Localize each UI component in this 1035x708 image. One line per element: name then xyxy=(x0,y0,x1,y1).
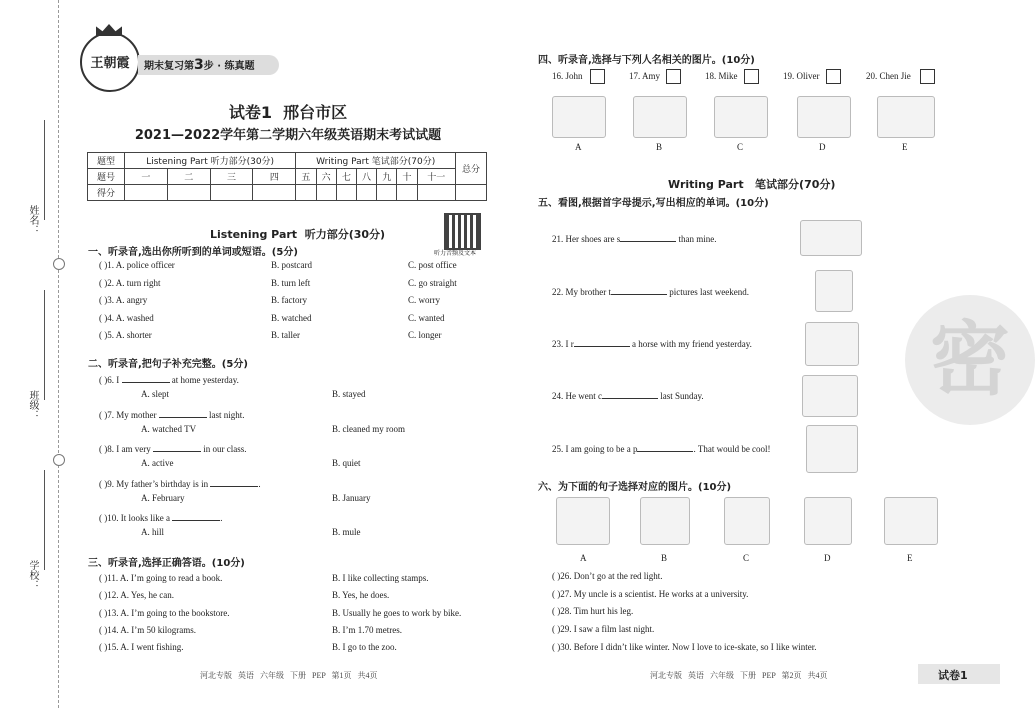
score-col: 十一 xyxy=(417,169,455,185)
option-c: C. longer xyxy=(408,330,442,340)
answer-blank[interactable] xyxy=(602,389,658,399)
picture-plane xyxy=(806,425,858,473)
option-a: A. active xyxy=(141,458,174,468)
score-table-score-row xyxy=(88,185,487,201)
score-col: 六 xyxy=(316,169,336,185)
picture-horse xyxy=(805,322,859,366)
option-a: A. watched TV xyxy=(141,423,197,434)
binding-dot xyxy=(53,258,65,270)
name-item-mike xyxy=(705,70,738,82)
question-text: ( )3. A. angry xyxy=(99,295,148,305)
question-text-end: . xyxy=(220,513,223,523)
list-item xyxy=(99,312,445,330)
exam-title: 试卷1 邢台市区 xyxy=(228,103,348,122)
name-item-chen-jie xyxy=(866,70,911,82)
list-item xyxy=(552,232,716,245)
score-table-score-label: 得分 xyxy=(88,185,125,201)
picture-letter: B xyxy=(656,142,663,152)
seal-character: 密 xyxy=(930,313,1010,406)
exam-subtitle: 2021—2022学年第二学期六年级英语期末考试试题 xyxy=(134,128,442,143)
corner-tag: 试卷1 xyxy=(938,669,968,682)
list-item xyxy=(99,641,397,658)
score-table-total: 总分 xyxy=(456,153,487,185)
question-text: 24. He went c xyxy=(552,391,602,401)
option-a: A. February xyxy=(141,492,185,503)
score-table xyxy=(87,152,487,201)
picture-a-kite xyxy=(552,96,606,138)
class-line xyxy=(44,290,45,400)
question-text: ( )5. A. shorter xyxy=(99,330,152,340)
section-4-title: 四、听录音,选择与下列人名相关的图片。(10分) xyxy=(538,55,755,66)
name-item-john xyxy=(552,70,583,82)
score-table-number-row xyxy=(88,169,487,185)
picture-letter: E xyxy=(902,142,908,152)
list-item xyxy=(99,589,390,606)
score-cell[interactable] xyxy=(210,185,253,201)
score-cell[interactable] xyxy=(316,185,336,201)
option-b: B. mule xyxy=(332,527,361,537)
option-b: B. watched xyxy=(271,312,312,323)
list-item xyxy=(99,624,402,641)
logo xyxy=(80,32,140,92)
picture-d-hurt-leg xyxy=(804,497,852,545)
answer-box[interactable] xyxy=(744,69,759,84)
list-item xyxy=(99,572,429,589)
question-text: ( )2. A. turn right xyxy=(99,277,161,288)
list-item xyxy=(552,285,749,298)
list-item xyxy=(99,259,457,277)
picture-e-building xyxy=(877,96,935,138)
option-b: B. quiet xyxy=(332,458,361,468)
score-table-type-label: 题型 xyxy=(88,153,125,169)
list-item xyxy=(99,607,462,624)
list-item xyxy=(99,329,442,347)
list-item xyxy=(552,442,771,455)
section-5-title: 五、看图,根据首字母提示,写出相应的单词。(10分) xyxy=(538,198,769,209)
option-a: ( )15. A. I went fishing. xyxy=(99,642,184,653)
banner-pre: 期末复习第 xyxy=(144,61,194,72)
question-text: ( )4. A. washed xyxy=(99,312,154,323)
person-name: 20. Chen Jie xyxy=(866,71,911,81)
person-name: 18. Mike xyxy=(705,71,738,81)
picture-letter: D xyxy=(819,142,826,152)
name-line xyxy=(44,120,45,220)
picture-b-painting xyxy=(633,96,687,138)
picture-letter: E xyxy=(907,553,913,563)
question-text: 21. Her shoes are s xyxy=(552,234,621,244)
question-text-end: . That would be cool! xyxy=(693,444,771,454)
binding-dot xyxy=(53,454,65,466)
logo-crown xyxy=(96,24,122,36)
list-item xyxy=(99,294,440,312)
option-a: ( )14. A. I’m 50 kilograms. xyxy=(99,624,196,635)
score-cell[interactable] xyxy=(377,185,397,201)
score-cell[interactable] xyxy=(253,185,296,201)
option-b: B. stayed xyxy=(332,389,366,399)
score-cell[interactable] xyxy=(167,185,210,201)
option-b: B. I go to the zoo. xyxy=(332,642,397,653)
name-item-oliver xyxy=(783,70,820,82)
question-text-end: last Sunday. xyxy=(660,391,704,401)
score-table-number-label: 题号 xyxy=(88,169,125,185)
name-label: 姓名： xyxy=(27,205,38,235)
picture-shoes xyxy=(800,220,862,256)
answer-blank[interactable] xyxy=(122,373,170,383)
writing-heading: Writing Part 笔试部分(70分) xyxy=(668,178,836,191)
score-cell[interactable] xyxy=(417,185,455,201)
question-text-end: a horse with my friend yesterday. xyxy=(632,339,752,349)
logo-text: 王朝霞 xyxy=(90,56,130,71)
answer-blank[interactable] xyxy=(637,442,693,452)
picture-letter: D xyxy=(824,553,831,563)
list-item xyxy=(99,277,457,295)
score-cell[interactable] xyxy=(356,185,376,201)
score-cell[interactable] xyxy=(456,185,487,201)
person-name: 16. John xyxy=(552,71,583,81)
score-cell[interactable] xyxy=(397,185,417,201)
answer-blank[interactable] xyxy=(210,477,261,489)
score-col: 十 xyxy=(397,169,417,185)
question-text-end: than mine. xyxy=(678,234,717,244)
picture-c-skating xyxy=(724,497,770,545)
school-line xyxy=(44,470,45,570)
option-b: B. cleaned my room xyxy=(332,423,405,434)
list-item xyxy=(99,442,361,477)
score-col: 九 xyxy=(377,169,397,185)
section-6-title: 六、为下面的句子选择对应的图片。(10分) xyxy=(538,482,732,493)
score-col: 四 xyxy=(253,169,296,185)
score-col: 七 xyxy=(336,169,356,185)
answer-box[interactable] xyxy=(666,69,681,84)
answer-box[interactable] xyxy=(826,69,841,84)
section-2-title: 二、听录音,把句子补充完整。(5分) xyxy=(88,359,248,370)
picture-letter: C xyxy=(743,553,750,563)
picture-b-scientist xyxy=(640,497,690,545)
person-name: 19. Oliver xyxy=(783,71,820,81)
banner xyxy=(138,55,279,75)
qr-caption: 听力音频及文本 xyxy=(434,250,477,257)
question-text-end: at home yesterday. xyxy=(171,375,239,385)
list-item xyxy=(99,408,405,443)
seal-watermark xyxy=(905,295,1035,425)
section-6-list xyxy=(552,570,817,658)
score-col: 五 xyxy=(296,169,316,185)
footer-left: 河北专版 英语 六年级 下册 PEP 第1页 共4页 xyxy=(200,671,378,680)
option-a: ( )12. A. Yes, he can. xyxy=(99,590,174,601)
banner-step-number: 3 xyxy=(194,57,204,73)
option-c: C. post office xyxy=(408,260,457,270)
option-c: C. go straight xyxy=(408,277,457,288)
picture-d-children xyxy=(797,96,851,138)
binding-line xyxy=(58,0,59,708)
list-item xyxy=(99,511,361,546)
score-col: 二 xyxy=(167,169,210,185)
option-b: B. postcard xyxy=(271,260,312,270)
section-3-title: 三、听录音,选择正确答语。(10分) xyxy=(88,558,245,569)
picture-c-picnic xyxy=(714,96,768,138)
option-b: B. factory xyxy=(271,295,307,305)
list-item xyxy=(552,337,752,350)
picture-tent xyxy=(802,375,858,417)
score-col: 三 xyxy=(210,169,253,185)
answer-blank[interactable] xyxy=(159,408,207,418)
list-item xyxy=(99,373,366,408)
option-a: ( )13. A. I’m going to the bookstore. xyxy=(99,607,230,618)
answer-blank[interactable] xyxy=(172,511,223,523)
qr-code-icon[interactable] xyxy=(444,213,481,250)
question-text: ( )9. My father’s birthday is in xyxy=(99,478,209,489)
option-a: A. slept xyxy=(141,389,169,399)
section-1-title: 一、听录音,选出你所听到的单词或短语。(5分) xyxy=(88,247,298,258)
question-text: 22. My brother t xyxy=(552,287,611,297)
picture-letter: A xyxy=(580,553,587,563)
question-text: ( )7. My mother xyxy=(99,409,157,420)
list-item: ( )28. Tim hurt his leg. xyxy=(552,606,634,617)
question-text-end: . xyxy=(258,478,261,489)
answer-box[interactable] xyxy=(920,69,935,84)
list-item xyxy=(99,477,371,512)
answer-box[interactable] xyxy=(590,69,605,84)
option-b: B. taller xyxy=(271,330,300,340)
option-b: B. January xyxy=(332,492,371,503)
list-item: ( )27. My uncle is a scientist. He works at a university. xyxy=(552,588,749,599)
score-table-listening: Listening Part 听力部分(30分) xyxy=(125,153,296,169)
score-cell[interactable] xyxy=(296,185,316,201)
list-item: ( )26. Don’t go at the red light. xyxy=(552,571,663,581)
question-text: 23. I r xyxy=(552,339,574,349)
answer-blank[interactable] xyxy=(611,285,667,295)
question-text-end: pictures last weekend. xyxy=(669,287,749,297)
question-text: 25. I am going to be a p xyxy=(552,444,638,454)
list-item: ( )30. Before I didn’t like winter. Now I love to ice-skate, so I like winter. xyxy=(552,641,817,652)
corner-tab xyxy=(918,664,1000,684)
picture-e-cinema xyxy=(884,497,938,545)
option-a: ( )11. A. I’m going to read a book. xyxy=(99,573,223,583)
picture-letter: A xyxy=(575,142,582,152)
option-b: B. turn left xyxy=(271,277,311,288)
name-item-amy xyxy=(629,70,660,82)
score-col: 八 xyxy=(356,169,376,185)
option-b: B. I’m 1.70 metres. xyxy=(332,624,402,635)
picture-camera xyxy=(815,270,853,312)
question-text: ( )1. A. police officer xyxy=(99,260,175,270)
answer-blank[interactable] xyxy=(620,232,676,242)
footer-right: 河北专版 英语 六年级 下册 PEP 第2页 共4页 xyxy=(650,671,828,680)
picture-a-traffic xyxy=(556,497,610,545)
question-text: ( )10. It looks like a xyxy=(99,513,170,523)
section-2-list xyxy=(99,373,405,546)
banner-post: 步 · 练真题 xyxy=(203,61,255,72)
option-b: B. Usually he goes to work by bike. xyxy=(332,607,462,618)
option-c: C. wanted xyxy=(408,312,445,323)
question-text: ( )6. I xyxy=(99,375,120,385)
answer-blank[interactable] xyxy=(574,337,630,347)
score-cell[interactable] xyxy=(125,185,168,201)
option-c: C. worry xyxy=(408,295,440,305)
list-item xyxy=(552,389,704,402)
question-text-end: last night. xyxy=(209,409,245,420)
list-item: ( )29. I saw a film last night. xyxy=(552,624,655,635)
score-cell[interactable] xyxy=(336,185,356,201)
question-text: ( )8. I am very xyxy=(99,444,151,454)
person-name: 17. Amy xyxy=(629,71,661,81)
section-3-list xyxy=(99,572,462,658)
picture-letter: C xyxy=(737,142,744,152)
picture-letter: B xyxy=(661,553,668,563)
answer-blank[interactable] xyxy=(153,442,201,452)
school-label: 学校： xyxy=(27,560,38,590)
option-b: B. Yes, he does. xyxy=(332,590,390,601)
question-text-end: in our class. xyxy=(203,444,247,454)
option-b: B. I like collecting stamps. xyxy=(332,573,429,583)
listening-heading: Listening Part 听力部分(30分) xyxy=(210,228,386,241)
section-1-list xyxy=(99,259,457,347)
score-table-writing: Writing Part 笔试部分(70分) xyxy=(296,153,456,169)
option-a: A. hill xyxy=(141,527,165,537)
class-label: 班级： xyxy=(27,390,38,420)
score-col: 一 xyxy=(125,169,168,185)
